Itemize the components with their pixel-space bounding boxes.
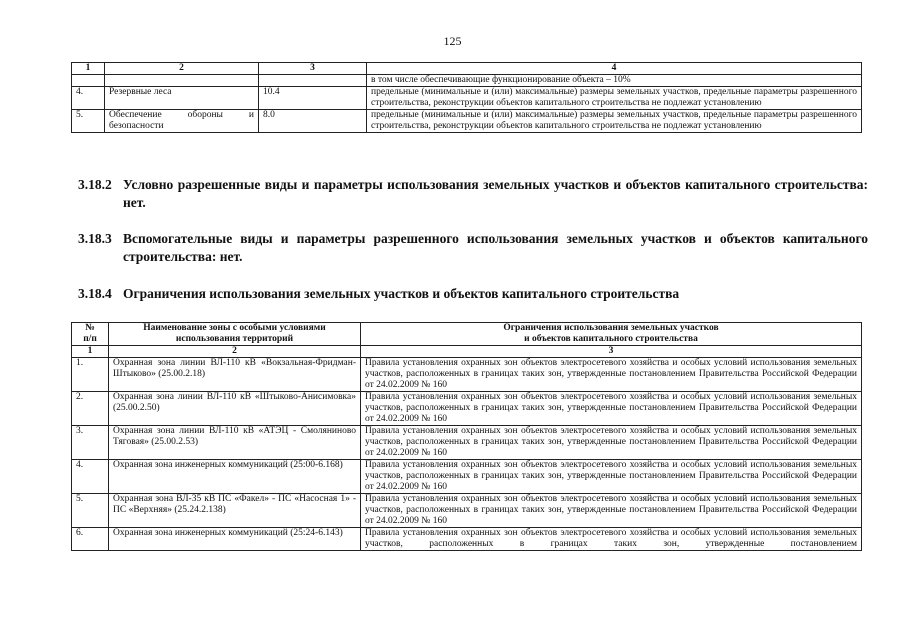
- zone-restriction: Правила установления охранных зон объектов электросетевого хозяйства и особых условий использования земельных участков, расположенных в границах таких зон, утвержденные постановлением Правительства Российской Федерации от 24.02.2009 № 160: [361, 426, 862, 460]
- table-row: [72, 110, 862, 133]
- zone-name: Охранная зона линии ВЛ-110 кВ «Вокзальная-Фридман-Штыково» (25.00.2.18): [109, 358, 361, 392]
- row-number: 5.: [72, 110, 105, 133]
- land-use-parameters: предельные (минимальные и (или) максимальные) размеры земельных участков, предельные параметры разрешенного строительства, реконструкции объектов капитального строительства не подлежат установлению: [367, 87, 862, 110]
- column-number-2: 2: [109, 346, 361, 358]
- section-heading-3-18-3: [78, 230, 868, 266]
- table-row: [72, 460, 862, 494]
- table-header-row: [72, 63, 862, 75]
- section-title: Условно разрешенные виды и параметры использования земельных участков и объектов капитального строительства: нет.: [123, 177, 868, 210]
- zone-name: Охранная зона инженерных коммуникаций (25:00-6.168): [109, 460, 361, 494]
- section-heading-3-18-4: [78, 285, 868, 303]
- section-number: 3.18.2: [78, 177, 112, 192]
- section-number: 3.18.4: [78, 286, 112, 301]
- zone-restriction: Правила установления охранных зон объектов электросетевого хозяйства и особых условий использования земельных участков, расположенных в границах таких зон, утвержденные постановлением: [361, 528, 862, 551]
- zone-name: Охранная зона ВЛ-35 кВ ПС «Факел» - ПС «Насосная 1» - ПС «Верхняя» (25.24.2.138): [109, 494, 361, 528]
- row-number: 1.: [72, 358, 109, 392]
- zone-restriction: Правила установления охранных зон объектов электросетевого хозяйства и особых условий использования земельных участков, расположенных в границах таких зон, утвержденные постановлением Правительства Российской Федерации от 24.02.2009 № 160: [361, 392, 862, 426]
- table-row: [72, 392, 862, 426]
- column-number-4: 4: [367, 63, 862, 75]
- header-zone-name: Наименование зоны с особыми условиями использования территорий: [109, 323, 361, 346]
- row-number: 4.: [72, 460, 109, 494]
- header-restrictions: Ограничения использования земельных участков и объектов капитального строительства: [361, 323, 862, 346]
- column-number-3: 3: [259, 63, 367, 75]
- column-numbers-row: [72, 346, 862, 358]
- row-number: 6.: [72, 528, 109, 551]
- table-row: [72, 528, 862, 551]
- table-row: [72, 87, 862, 110]
- column-number-1: 1: [72, 63, 105, 75]
- land-use-code: 8.0: [259, 110, 367, 133]
- land-use-name: Обеспечение обороны и безопасности: [105, 110, 259, 133]
- header-number: № п/п: [72, 323, 109, 346]
- zone-name: Охранная зона инженерных коммуникаций (25:24-6.143): [109, 528, 361, 551]
- page-number: 125: [443, 34, 462, 48]
- row-number: 5.: [72, 494, 109, 528]
- section-number: 3.18.3: [78, 231, 112, 246]
- column-number-2: 2: [105, 63, 259, 75]
- row-number: 2.: [72, 392, 109, 426]
- land-use-table-continuation: [71, 62, 862, 133]
- land-use-name: Резервные леса: [105, 87, 259, 110]
- continuation-text: в том числе обеспечивающие функционирование объекта – 10%: [367, 75, 862, 87]
- zone-restriction: Правила установления охранных зон объектов электросетевого хозяйства и особых условий использования земельных участков, расположенных в границах таких зон, утвержденные постановлением Правительства Российской Федерации от 24.02.2009 № 160: [361, 358, 862, 392]
- zone-name: Охранная зона линии ВЛ-110 кВ «Штыково-Анисимовка» (25.00.2.50): [109, 392, 361, 426]
- zone-restriction: Правила установления охранных зон объектов электросетевого хозяйства и особых условий использования земельных участков, расположенных в границах таких зон, утвержденные постановлением Правительства Российской Федерации от 24.02.2009 № 160: [361, 460, 862, 494]
- section-title: Ограничения использования земельных участков и объектов капитального строительства: [123, 286, 680, 301]
- section-title: Вспомогательные виды и параметры разрешенного использования земельных участков и объектов капитального строительства: нет.: [123, 231, 868, 264]
- section-heading-3-18-2: [78, 176, 868, 212]
- land-use-parameters: предельные (минимальные и (или) максимальные) размеры земельных участков, предельные параметры разрешенного строительства, реконструкции объектов капитального строительства не подлежат установлению: [367, 110, 862, 133]
- table-row: [72, 426, 862, 460]
- table-row: [72, 358, 862, 392]
- table-row: [72, 494, 862, 528]
- zone-restriction: Правила установления охранных зон объектов электросетевого хозяйства и особых условий использования земельных участков, расположенных в границах таких зон, утвержденные постановлением Правительства Российской Федерации от 24.02.2009 № 160: [361, 494, 862, 528]
- column-number-3: 3: [361, 346, 862, 358]
- row-number: 4.: [72, 87, 105, 110]
- column-number-1: 1: [72, 346, 109, 358]
- land-use-code: 10.4: [259, 87, 367, 110]
- row-number: 3.: [72, 426, 109, 460]
- restrictions-table: [71, 322, 862, 551]
- zone-name: Охранная зона линии ВЛ-110 кВ «АТЭЦ - Смоляниново Тяговая» (25.00.2.53): [109, 426, 361, 460]
- table-row: [72, 75, 862, 87]
- table-header-row: [72, 323, 862, 346]
